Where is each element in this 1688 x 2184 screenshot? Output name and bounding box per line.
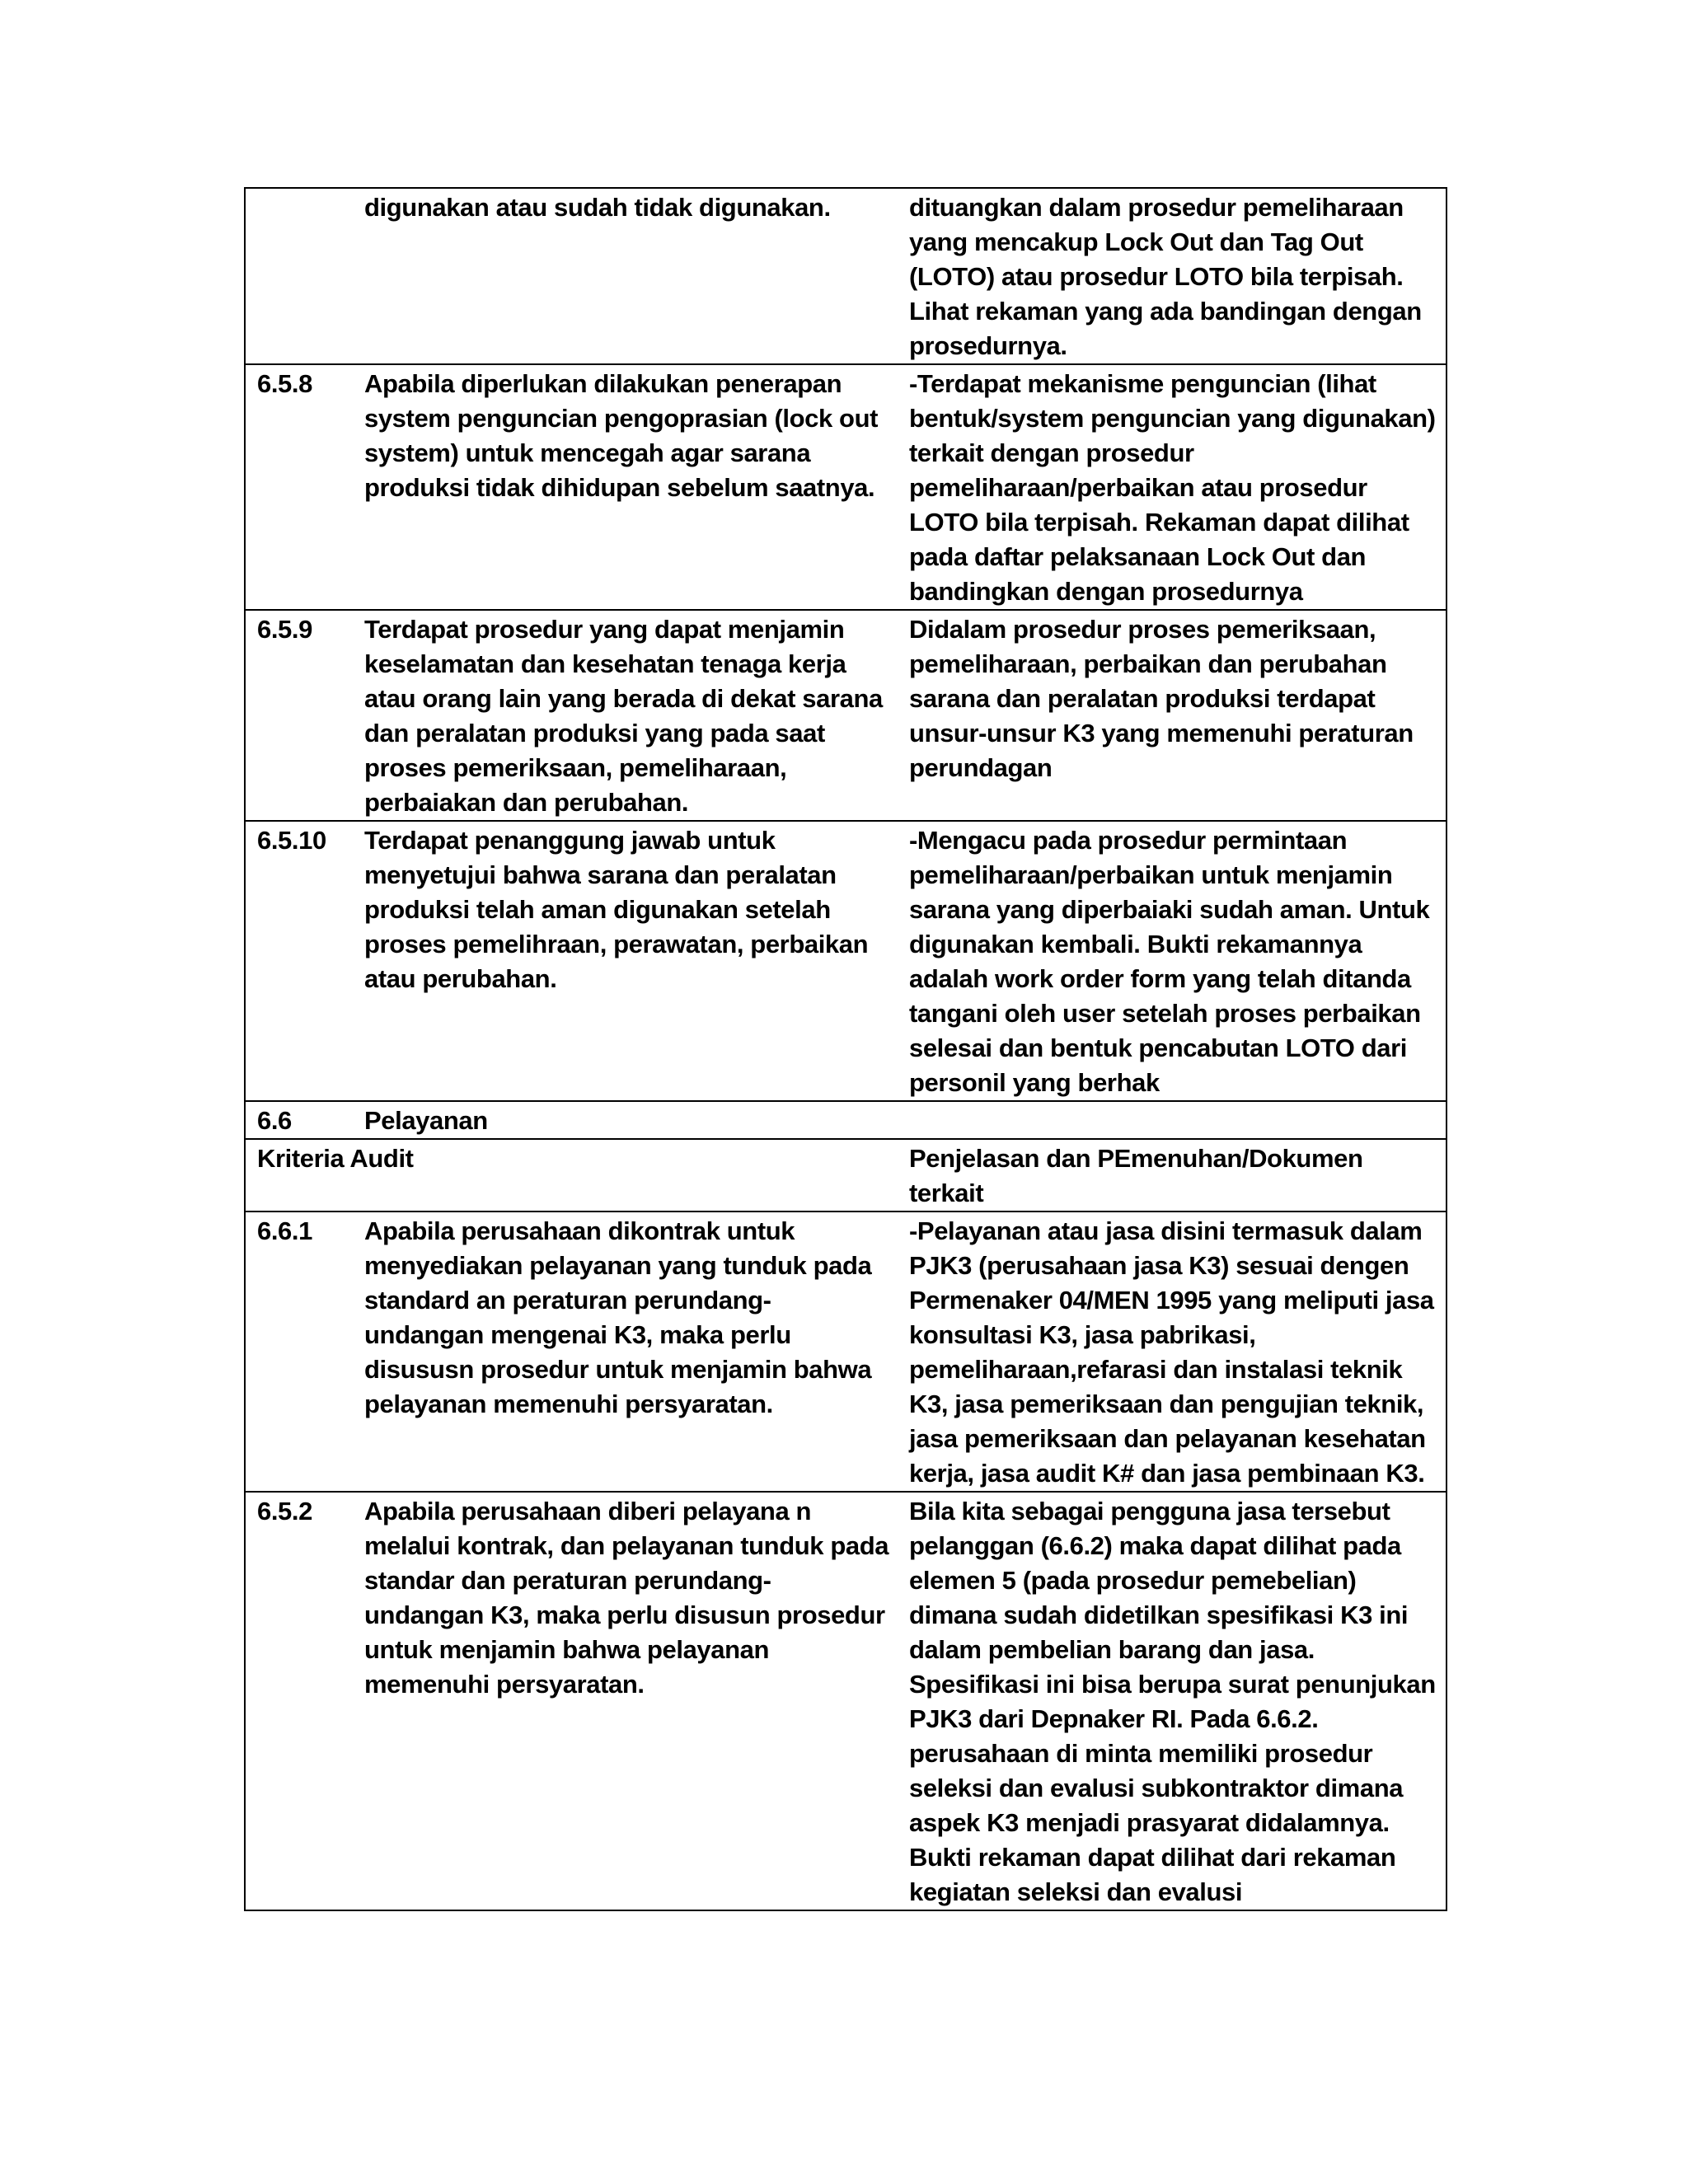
explanation-text: -Terdapat mekanisme penguncian (lihat bentuk/system penguncian yang digunakan) terkait dengan prosedur pemeliharaan/perbaikan atau prosedur LOTO bila terpisah. Rekaman dapat dilihat pada daftar pelaksanaan Lock Out dan bandingkan dengan prosedurnya (898, 364, 1447, 610)
table-row (245, 1492, 1447, 1910)
explanation-text: -Mengacu pada prosedur permintaan pemeliharaan/perbaikan untuk menjamin sarana yang diperbaiaki sudah aman. Untuk digunakan kembali. Bukti rekamannya adalah work order form yang telah ditanda tangani oleh user setelah proses perbaikan selesai dan bentuk pencabutan LOTO dari personil yang berhak (898, 821, 1447, 1101)
section-number: 6.6 (245, 1101, 353, 1139)
audit-criteria-table (244, 187, 1456, 1911)
section-empty-cell (898, 1101, 1447, 1139)
item-number (245, 188, 353, 364)
section-row (245, 1101, 1447, 1139)
section-title: Pelayanan (353, 1101, 898, 1139)
explanation-text: Bila kita sebagai pengguna jasa tersebut pelanggan (6.6.2) maka dapat dilihat pada elemen 5 (pada prosedur pemebelian) dimana sudah didetilkan spesifikasi K3 ini dalam pembelian barang dan jasa. Spesifikasi ini bisa berupa surat penunjukan PJK3 dari Depnaker RI. Pada 6.6.2. perusahaan di minta memiliki prosedur seleksi dan evalusi subkontraktor dimana aspek K3 menjadi prasyarat didalamnya. Bukti rekaman dapat dilihat dari rekaman kegiatan seleksi dan evalusi (898, 1492, 1447, 1910)
criterion-text: digunakan atau sudah tidak digunakan. (353, 188, 898, 364)
table-row (245, 364, 1447, 610)
table-row (245, 821, 1447, 1101)
criterion-text: Apabila perusahaan dikontrak untuk menyediakan pelayanan yang tunduk pada standard an peraturan perundang-undangan mengenai K3, maka perlu disususn prosedur untuk menjamin bahwa pelayanan memenuhi persyaratan. (353, 1212, 898, 1492)
item-number: 6.5.2 (245, 1492, 353, 1910)
header-row (245, 1139, 1447, 1212)
explanation-label: Penjelasan dan PEmenuhan/Dokumen terkait (898, 1139, 1447, 1212)
explanation-text: Didalam prosedur proses pemeriksaan, pemeliharaan, perbaikan dan perubahan sarana dan peralatan produksi terdapat unsur-unsur K3 yang memenuhi peraturan perundagan (898, 610, 1447, 821)
criteria-label: Kriteria Audit (245, 1139, 898, 1212)
table-row (245, 1212, 1447, 1492)
criterion-text: Apabila perusahaan diberi pelayana n melalui kontrak, dan pelayanan tunduk pada standar dan peraturan perundang-undangan K3, maka perlu disusun prosedur untuk menjamin bahwa pelayanan memenuhi persyaratan. (353, 1492, 898, 1910)
table-row (245, 610, 1447, 821)
explanation-text: dituangkan dalam prosedur pemeliharaan yang mencakup Lock Out dan Tag Out (LOTO) atau prosedur LOTO bila terpisah. Lihat rekaman yang ada bandingan dengan prosedurnya. (898, 188, 1447, 364)
explanation-text: -Pelayanan atau jasa disini termasuk dalam PJK3 (perusahaan jasa K3) sesuai dengen Permenaker 04/MEN 1995 yang meliputi jasa konsultasi K3, jasa pabrikasi, pemeliharaan,refarasi dan instalasi teknik K3, jasa pemeriksaan dan pengujian teknik, jasa pemeriksaan dan pelayanan kesehatan kerja, jasa audit K# dan jasa pembinaan K3. (898, 1212, 1447, 1492)
item-number: 6.5.10 (245, 821, 353, 1101)
item-number: 6.5.9 (245, 610, 353, 821)
criterion-text: Terdapat penanggung jawab untuk menyetujui bahwa sarana dan peralatan produksi telah aman digunakan setelah proses pemelihraan, perawatan, perbaikan atau perubahan. (353, 821, 898, 1101)
criterion-text: Terdapat prosedur yang dapat menjamin keselamatan dan kesehatan tenaga kerja atau orang lain yang berada di dekat sarana dan peralatan produksi yang pada saat proses pemeriksaan, pemeliharaan, perbaiakan dan perubahan. (353, 610, 898, 821)
item-number: 6.5.8 (245, 364, 353, 610)
item-number: 6.6.1 (245, 1212, 353, 1492)
criterion-text: Apabila diperlukan dilakukan penerapan system penguncian pengoprasian (lock out system) untuk mencegah agar sarana produksi tidak dihidupan sebelum saatnya. (353, 364, 898, 610)
table-row (245, 188, 1447, 364)
